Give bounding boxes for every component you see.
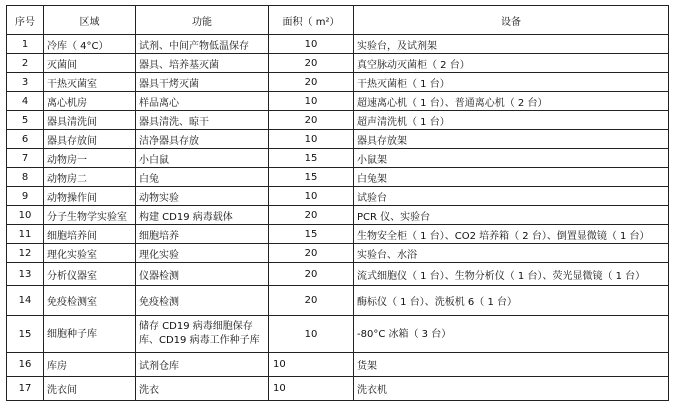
cell-no: 14 bbox=[7, 286, 44, 316]
table-row bbox=[7, 130, 669, 149]
cell-function: 免疫检测 bbox=[136, 286, 269, 316]
table-row bbox=[7, 263, 669, 286]
cell-function: 洁净器具存放 bbox=[136, 130, 269, 149]
cell-area: 动物房一 bbox=[44, 149, 136, 168]
table-header-row bbox=[7, 6, 669, 35]
cell-no: 15 bbox=[7, 316, 44, 353]
table-row bbox=[7, 286, 669, 316]
header-no: 序号 bbox=[7, 6, 44, 35]
table-row bbox=[7, 316, 669, 353]
cell-area: 冷库（ 4°C） bbox=[44, 35, 136, 54]
cell-size: 10 bbox=[269, 35, 354, 54]
table-row bbox=[7, 353, 669, 377]
cell-size: 20 bbox=[269, 263, 354, 286]
cell-size: 10 bbox=[269, 316, 354, 353]
cell-no: 1 bbox=[7, 35, 44, 54]
cell-no: 13 bbox=[7, 263, 44, 286]
table-row bbox=[7, 206, 669, 225]
table-row bbox=[7, 92, 669, 111]
cell-no: 12 bbox=[7, 244, 44, 263]
cell-equipment: 试验台 bbox=[354, 187, 669, 206]
cell-area: 器具存放间 bbox=[44, 130, 136, 149]
cell-area: 动物房二 bbox=[44, 168, 136, 187]
cell-equipment: 生物安全柜（ 1 台）、CO2 培养箱（ 2 台）、倒置显微镜（ 1 台） bbox=[354, 225, 669, 244]
cell-function: 储存 CD19 病毒细胞保存库、CD19 病毒工作种子库 bbox=[136, 316, 269, 353]
cell-equipment: 干热灭菌柜（ 1 台） bbox=[354, 73, 669, 92]
cell-equipment: 真空脉动灭菌柜（ 2 台） bbox=[354, 54, 669, 73]
table-row bbox=[7, 35, 669, 54]
cell-equipment: 小鼠架 bbox=[354, 149, 669, 168]
table-row bbox=[7, 244, 669, 263]
cell-area: 干热灭菌室 bbox=[44, 73, 136, 92]
cell-area: 细胞种子库 bbox=[44, 316, 136, 353]
cell-size: 15 bbox=[269, 225, 354, 244]
cell-size: 20 bbox=[269, 244, 354, 263]
cell-no: 9 bbox=[7, 187, 44, 206]
table-row bbox=[7, 111, 669, 130]
cell-function: 仪器检测 bbox=[136, 263, 269, 286]
cell-no: 4 bbox=[7, 92, 44, 111]
cell-equipment: 实验台、水浴 bbox=[354, 244, 669, 263]
cell-area: 灭菌间 bbox=[44, 54, 136, 73]
header-function: 功能 bbox=[136, 6, 269, 35]
cell-no: 7 bbox=[7, 149, 44, 168]
cell-size: 15 bbox=[269, 149, 354, 168]
cell-function: 洗衣 bbox=[136, 377, 269, 401]
cell-equipment: 白兔架 bbox=[354, 168, 669, 187]
cell-area: 理化实验室 bbox=[44, 244, 136, 263]
cell-function: 器具干烤灭菌 bbox=[136, 73, 269, 92]
cell-equipment: 流式细胞仪（ 1 台）、生物分析仪（ 1 台）、荧光显微镜（ 1 台） bbox=[354, 263, 669, 286]
cell-area: 分子生物学实验室 bbox=[44, 206, 136, 225]
cell-size: 20 bbox=[269, 286, 354, 316]
cell-equipment: 超声清洗机（ 1 台） bbox=[354, 111, 669, 130]
cell-function: 动物实验 bbox=[136, 187, 269, 206]
table-row bbox=[7, 168, 669, 187]
cell-function: 样品离心 bbox=[136, 92, 269, 111]
cell-area: 分析仪器室 bbox=[44, 263, 136, 286]
cell-equipment: 洗衣机 bbox=[354, 377, 669, 401]
cell-equipment: 实验台，及试剂架 bbox=[354, 35, 669, 54]
cell-size: 10 bbox=[269, 130, 354, 149]
cell-area: 洗衣间 bbox=[44, 377, 136, 401]
cell-function: 理化实验 bbox=[136, 244, 269, 263]
cell-no: 5 bbox=[7, 111, 44, 130]
cell-equipment: -80°C 冰箱（ 3 台） bbox=[354, 316, 669, 353]
cell-equipment: 超速离心机（ 1 台）、普通离心机（ 2 台） bbox=[354, 92, 669, 111]
cell-no: 6 bbox=[7, 130, 44, 149]
cell-area: 动物操作间 bbox=[44, 187, 136, 206]
table-row bbox=[7, 54, 669, 73]
cell-no: 16 bbox=[7, 353, 44, 377]
cell-function: 器具清洗、晾干 bbox=[136, 111, 269, 130]
cell-equipment: 货架 bbox=[354, 353, 669, 377]
header-equipment: 设备 bbox=[354, 6, 669, 35]
cell-function: 试剂仓库 bbox=[136, 353, 269, 377]
cell-function: 构建 CD19 病毒载体 bbox=[136, 206, 269, 225]
cell-function: 细胞培养 bbox=[136, 225, 269, 244]
cell-area: 库房 bbox=[44, 353, 136, 377]
cell-size: 20 bbox=[269, 111, 354, 130]
cell-function: 小白鼠 bbox=[136, 149, 269, 168]
cell-no: 17 bbox=[7, 377, 44, 401]
table-row bbox=[7, 187, 669, 206]
table-row bbox=[7, 377, 669, 401]
cell-no: 2 bbox=[7, 54, 44, 73]
cell-equipment: 酶标仪（ 1 台）、洗板机 6（ 1 台） bbox=[354, 286, 669, 316]
cell-no: 8 bbox=[7, 168, 44, 187]
table-row bbox=[7, 73, 669, 92]
table-row bbox=[7, 225, 669, 244]
cell-equipment: PCR 仪、实验台 bbox=[354, 206, 669, 225]
header-size: 面积（ m²） bbox=[269, 6, 354, 35]
cell-area: 离心机房 bbox=[44, 92, 136, 111]
cell-area: 器具清洗间 bbox=[44, 111, 136, 130]
cell-no: 3 bbox=[7, 73, 44, 92]
cell-size: 20 bbox=[269, 73, 354, 92]
cell-area: 细胞培养间 bbox=[44, 225, 136, 244]
header-area: 区域 bbox=[44, 6, 136, 35]
cell-no: 11 bbox=[7, 225, 44, 244]
table-row bbox=[7, 149, 669, 168]
cell-size: 10 bbox=[269, 187, 354, 206]
cell-size: 10 bbox=[269, 353, 354, 377]
cell-function: 试剂、中间产物低温保存 bbox=[136, 35, 269, 54]
facility-table bbox=[6, 5, 669, 401]
cell-size: 15 bbox=[269, 168, 354, 187]
cell-no: 10 bbox=[7, 206, 44, 225]
cell-size: 10 bbox=[269, 92, 354, 111]
cell-area: 免疫检测室 bbox=[44, 286, 136, 316]
cell-size: 20 bbox=[269, 206, 354, 225]
cell-equipment: 器具存放架 bbox=[354, 130, 669, 149]
cell-size: 10 bbox=[269, 377, 354, 401]
cell-function: 器具、培养基灭菌 bbox=[136, 54, 269, 73]
cell-function: 白兔 bbox=[136, 168, 269, 187]
cell-size: 20 bbox=[269, 54, 354, 73]
